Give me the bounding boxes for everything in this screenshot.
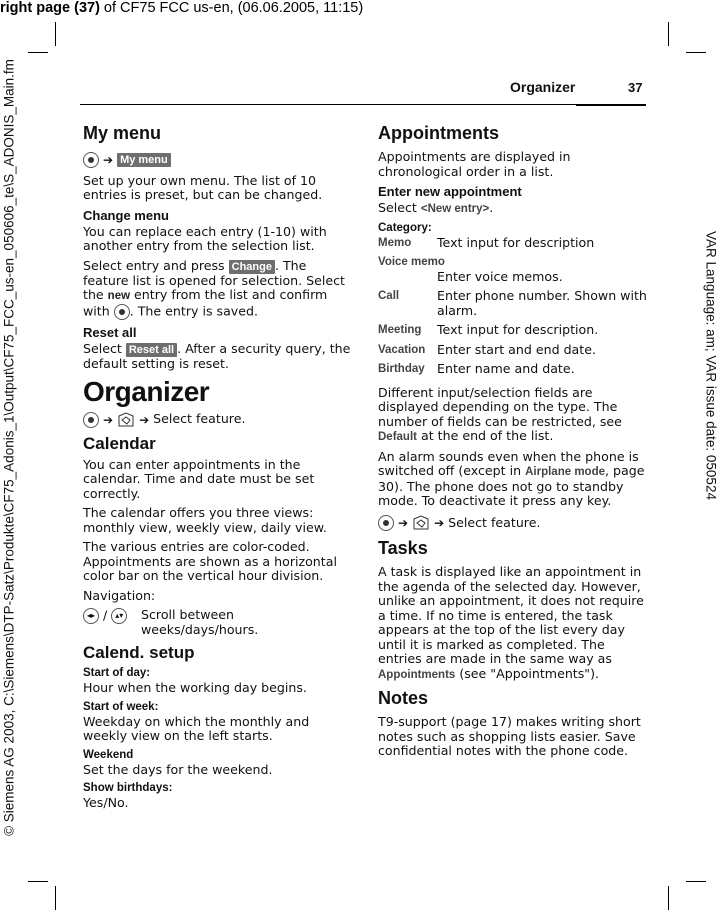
crop-mark	[686, 52, 706, 53]
up-down-key-icon: ▴▾	[111, 608, 127, 624]
arrow-right-icon: ➔	[139, 412, 150, 427]
alarm-paragraph	[378, 450, 648, 509]
table-row	[378, 255, 648, 270]
change-menu-select	[83, 259, 353, 320]
category-desc: Enter phone number. Shown with alarm.	[437, 288, 647, 318]
mymenu-nav	[83, 150, 353, 169]
new-keyword: new	[107, 290, 131, 302]
navigation-row	[83, 608, 353, 637]
right-margin-var: VAR Language: am; VAR issue date: 050524	[703, 231, 719, 500]
organizer-nav	[83, 410, 353, 429]
appointments-nav	[378, 514, 648, 533]
appointments-heading: Appointments	[378, 123, 499, 143]
appointments-nav-text: Select feature.	[448, 514, 541, 530]
left-right-key-icon: ◂▸	[83, 608, 99, 624]
crop-mark	[28, 881, 48, 882]
text-run: (see "Appointments").	[455, 665, 600, 681]
category-key: Meeting	[378, 324, 422, 336]
category-key: Call	[378, 290, 400, 302]
nav-separator: /	[103, 607, 108, 623]
start-of-week-text: Weekday on which the monthly and weekly view on the left starts.	[83, 713, 310, 743]
arrow-right-icon: ➔	[103, 412, 114, 427]
category-key-spacer	[378, 270, 437, 290]
appointments-intro: Appointments are displayed in chronological order in a list.	[378, 149, 571, 179]
tasks-text	[378, 565, 648, 682]
notes-heading: Notes	[378, 688, 429, 708]
text-run: . The feature list is opened for selection. Select the	[83, 257, 345, 302]
category-table	[378, 236, 648, 382]
table-row	[378, 270, 648, 290]
arrow-right-icon: ➔	[103, 152, 114, 167]
start-of-week-label: Start of week:	[83, 700, 159, 713]
center-key-icon	[114, 304, 130, 320]
organizer-heading: Organizer	[83, 376, 210, 407]
category-desc: Text input for description.	[437, 322, 599, 337]
mymenu-heading: My menu	[83, 123, 162, 143]
center-key-icon	[83, 412, 99, 428]
category-key: Voice memo	[378, 256, 445, 268]
slug-rest: of CF75 FCC us-en, (06.06.2005, 11:15)	[99, 0, 364, 16]
left-margin-path: © Siemens AG 2003, C:\Siemens\DTP-Satz\Produkte\CF75_Adonis_1\Output\CF75_FCC_us-en_050606_te\S_ADONIS_Main.fm	[1, 59, 17, 836]
category-desc: Text input for description	[437, 234, 595, 250]
table-row	[378, 343, 648, 363]
text-run: Select	[83, 340, 126, 356]
crop-mark	[55, 22, 56, 46]
category-key: Memo	[378, 236, 412, 249]
organizer-menu-icon	[412, 515, 430, 531]
calend-setup-heading: Calend. setup	[83, 643, 195, 662]
weekend-label: Weekend	[83, 748, 134, 761]
weekend-text: Set the days for the weekend.	[83, 761, 273, 777]
change-softkey: Change	[229, 260, 275, 274]
calendar-p3: The various entries are color-coded. Appointments are shown as a horizontal color bar on the vertical hour division.	[83, 539, 337, 583]
reset-all-text	[83, 342, 353, 372]
text-run: at the end of the list.	[416, 428, 554, 443]
text-run: . The entry is saved.	[129, 303, 259, 318]
arrow-right-icon: ➔	[434, 516, 445, 530]
crop-mark	[668, 22, 669, 46]
header-rule	[80, 104, 646, 105]
navigation-label: Navigation:	[83, 587, 156, 603]
center-key-icon	[378, 515, 394, 531]
table-row	[378, 236, 648, 256]
calendar-p1: You can enter appointments in the calendar. Time and date must be set correctly.	[83, 456, 315, 501]
header-rule-accent	[576, 104, 646, 106]
navigation-desc: Scroll between weeks/days/hours.	[141, 607, 259, 637]
category-label: Category:	[378, 221, 432, 234]
crop-mark	[668, 886, 669, 910]
page-number: 37	[628, 80, 643, 95]
arrow-right-icon: ➔	[398, 516, 409, 530]
center-key-icon	[83, 152, 99, 168]
start-of-day-label: Start of day:	[83, 667, 151, 679]
fields-paragraph	[378, 386, 648, 445]
category-desc: Enter voice memos.	[437, 268, 563, 284]
text-run: .	[489, 200, 494, 215]
organizer-nav-text: Select feature.	[153, 411, 246, 426]
text-run: An alarm sounds even when the phone is switched off (except in	[378, 448, 639, 478]
crop-mark	[686, 881, 706, 882]
change-menu-heading: Change menu	[83, 207, 169, 223]
new-entry-keyword: <New entry>	[420, 203, 490, 215]
navigation-keys	[83, 608, 141, 637]
print-slug	[0, 0, 363, 16]
tasks-heading: Tasks	[378, 538, 428, 558]
table-row	[378, 362, 648, 382]
text-run: , page 30). The phone does not go to standby mode. To deactivate it press any key.	[378, 463, 645, 508]
enter-appointment-select	[378, 201, 648, 217]
section-title: Organizer	[510, 79, 576, 95]
calendar-p2: The calendar offers you three views: monthly view, weekly view, daily view.	[83, 505, 327, 535]
calendar-heading: Calendar	[83, 433, 156, 453]
show-birthdays-text: Yes/No.	[83, 795, 129, 810]
text-run: Select entry and press	[83, 257, 229, 273]
organizer-menu-icon	[117, 412, 135, 428]
category-desc: Enter name and date.	[437, 361, 575, 376]
default-keyword: Default	[378, 431, 417, 443]
slug-bold: right page (37)	[0, 0, 100, 16]
mymenu-intro: Set up your own menu. The list of 10 entries is preset, but can be changed.	[83, 172, 323, 202]
category-desc: Enter start and end date.	[437, 341, 596, 357]
right-column	[378, 123, 648, 764]
reset-all-softkey: Reset all	[126, 343, 177, 357]
reset-all-heading: Reset all	[83, 324, 137, 340]
enter-appointment-heading: Enter new appointment	[378, 184, 522, 199]
appointments-keyword: Appointments	[378, 668, 456, 681]
crop-mark	[55, 886, 56, 910]
text-run: entry from the list and confirm with	[83, 287, 328, 318]
change-menu-text: You can replace each entry (1-10) with another entry from the selection list.	[83, 223, 327, 253]
text-run: Select	[378, 200, 421, 215]
category-key: Birthday	[378, 363, 425, 375]
text-run: Different input/selection fields are displayed depending on the type. The number of fields can be restricted, see	[378, 384, 622, 429]
notes-text: T9-support (page 17) makes writing short notes such as shopping lists easier. Save confidential notes with the phone code.	[378, 714, 641, 758]
airplane-mode-keyword: Airplane mode	[525, 466, 605, 478]
crop-mark	[28, 52, 48, 53]
show-birthdays-label: Show birthdays:	[83, 782, 173, 794]
text-run: A task is displayed like an appointment in the agenda of the selected day. However, unlike an appointment, it does not require a time. If no time is entered, the task appears at the top of the list every day until it is marked as completed. The entries are made in the same way as	[378, 564, 644, 666]
left-column	[83, 123, 353, 816]
start-of-day-text: Hour when the working day begins.	[83, 680, 307, 695]
table-row	[378, 323, 648, 343]
text-run: . After a security query, the default setting is reset.	[83, 340, 351, 371]
mymenu-softkey: My menu	[117, 153, 171, 167]
category-key: Vacation	[378, 343, 426, 356]
table-row	[378, 289, 648, 323]
